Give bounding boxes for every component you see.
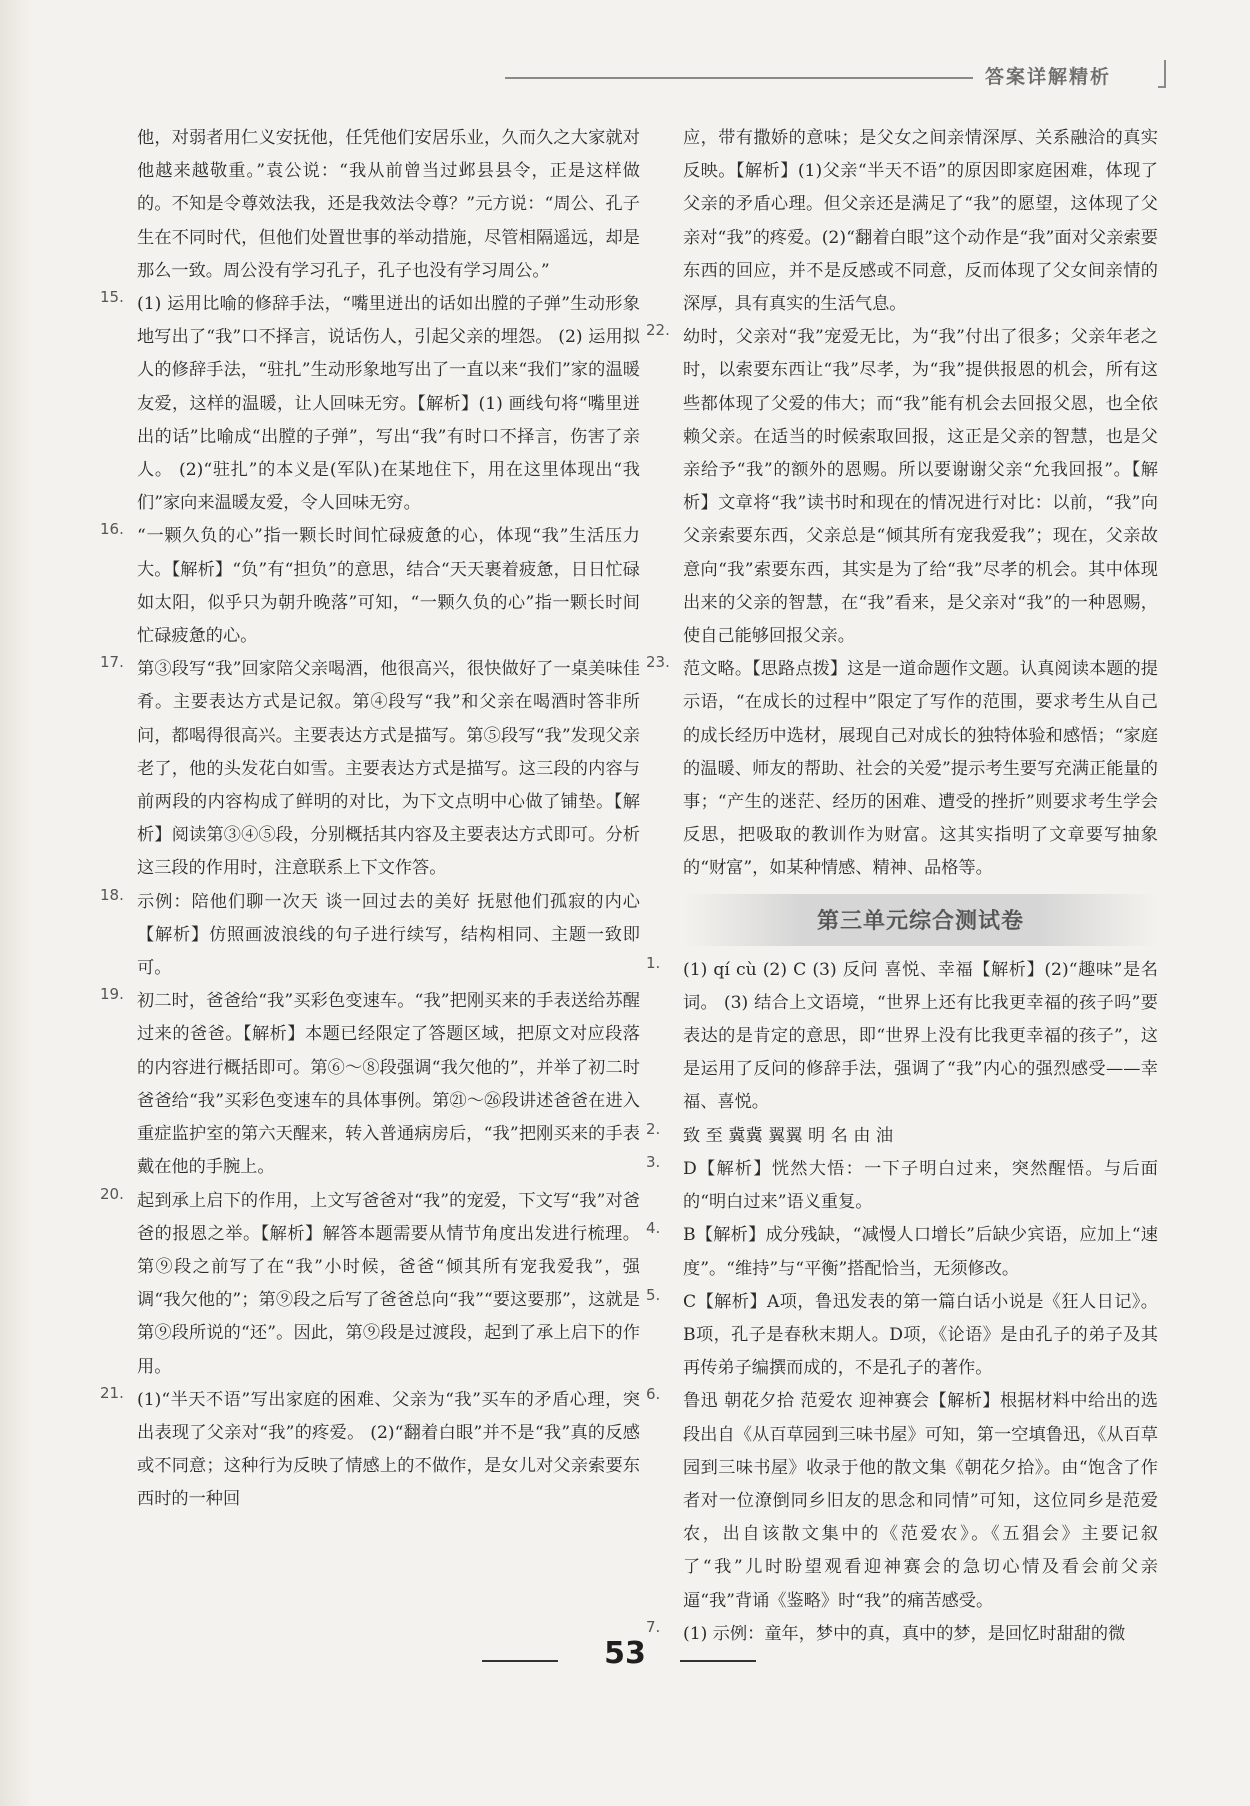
answer-number: 16. — [100, 520, 124, 539]
answer-item — [100, 1384, 640, 1517]
answer-item — [100, 653, 640, 885]
right-column — [646, 122, 1158, 1651]
answer-item — [100, 520, 640, 653]
answer-number: 19. — [100, 985, 124, 1004]
header-title: 答案详解精析 — [985, 66, 1112, 88]
header-rule — [505, 77, 973, 79]
answer-number: 2. — [646, 1119, 661, 1138]
answer-text: 示例：陪他们聊一次天 谈一回过去的美好 抚慰他们孤寂的内心【解析】仿照画波浪线的句子进行续写，结构相同、主题一致即可。 — [137, 891, 640, 979]
answer-text: (1) qí cù (2) C (3) 反问 喜悦、幸福【解析】(2)“趣味”是名词。 (3) 结合上文语境，“世界上还有比我更幸福的孩子吗”要表达的是肯定的意思，即“世界上没有比我更幸福的孩子”，这是运用了反问的修辞手法，强调了“我”内心的强烈感受——幸福、喜悦。 — [683, 959, 1158, 1113]
answer-text: (1) 运用比喻的修辞手法，“嘴里迸出的话如出膛的子弹”生动形象地写出了“我”口不择言，说话伤人，引起父亲的埋怨。 (2) 运用拟人的修辞手法，“驻扎”生动形象地写出了一直以来“我们”家的温暖友爱，这样的温暖，让人回味无穷。【解析】(1) 画线句将“嘴里迸出的话”比喻成“出膛的子弹”，写出“我”有时口不择言，伤害了亲人。 (2)“驻扎”的本义是(军队)在某地住下，用在这里体现出“我们”家向来温暖友爱，令人回味无穷。 — [137, 294, 640, 514]
answer-item — [100, 886, 640, 986]
answer-item — [646, 954, 1158, 1120]
answer-text: 他，对弱者用仁义安抚他，任凭他们安居乐业，久而久之大家就对他越来越敬重。”袁公说：“我从前曾当过邺县县令，正是这样做的。不知是令尊效法我，还是我效法令尊？”元方说：“周公、孔子生在不同时代，但他们处置世事的举动措施，尽管相隔遥远，却是那么一致。周公没有学习孔子，孔子也没有学习周公。” — [137, 128, 640, 281]
answer-item — [646, 321, 1158, 653]
answer-text: B【解析】成分残缺，“减慢人口增长”后缺少宾语，应加上“速度”。“维持”与“平衡”搭配恰当，无须修改。 — [683, 1225, 1158, 1279]
right-column-answers — [646, 122, 1158, 886]
answer-number: 1. — [646, 953, 661, 972]
answer-text: “一颗久负的心”指一颗长时间忙碌疲惫的心，体现“我”生活压力大。【解析】“负”有“担负”的意思，结合“天天裹着疲惫，日日忙碌如太阳，似乎只为朝升晚落”可知，“一颗久负的心”指一颗长时间忙碌疲惫的心。 — [137, 526, 640, 647]
answer-number: 21. — [100, 1383, 124, 1402]
answer-text: 幼时，父亲对“我”宠爱无比，为“我”付出了很多；父亲年老之时，以索要东西让“我”尽孝，为“我”提供报恩的机会，所有这些都体现了父爱的伟大；而“我”能有机会去回报父恩，也全依赖父亲。在适当的时候索取回报，这正是父亲的智慧，也是父亲给予“我”的额外的恩赐。所以要谢谢父亲“允我回报”。【解析】文章将“我”读书时和现在的情况进行对比：以前，“我”向父亲索要东西，父亲总是“倾其所有宠我爱我”；现在，父亲故意向“我”索要东西，其实是为了给“我”尽孝的机会。其中体现出来的父亲的智慧，在“我”看来，是父亲对“我”的一种恩赐，使自己能够回报父亲。 — [683, 327, 1158, 647]
answer-item — [100, 985, 640, 1184]
answer-text: 起到承上启下的作用，上文写爸爸对“我”的宠爱，下文写“我”对爸爸的报恩之举。【解析】解答本题需要从情节角度出发进行梳理。第⑨段之前写了在“我”小时候，爸爸“倾其所有宠我爱我”，强调“我欠他的”；第⑨段之后写了爸爸总向“我”“要这要那”，这就是第⑨段所说的“还”。因此，第⑨段是过渡段，起到了承上启下的作用。 — [137, 1190, 640, 1377]
answer-number: 5. — [646, 1285, 661, 1304]
answer-item — [646, 1153, 1158, 1219]
answer-text: (1)“半天不语”写出家庭的困难、父亲为“我”买车的矛盾心理，突出表现了父亲对“我”的疼爱。 (2)“翻着白眼”并不是“我”真的反感或不同意；这种行为反映了情感上的不做作，是女儿对父亲索要东西时的一种回 — [137, 1389, 640, 1510]
answer-text: (1) 示例：童年，梦中的真，真中的梦，是回忆时甜甜的微 — [683, 1623, 1126, 1644]
right-column-test-answers — [646, 954, 1158, 1651]
section-title: 第三单元综合测试卷 — [816, 909, 1024, 935]
answer-text: 范文略。【思路点拨】这是一道命题作文题。认真阅读本题的提示语，“在成长的过程中”限定了写作的范围，要求考生从自己的成长经历中选材，展现自己对成长的独特体验和感悟；“家庭的温暖、师友的帮助、社会的关爱”提示考生要写充满正能量的事；“产生的迷茫、经历的困难、遭受的挫折”则要求考生学会反思，把吸取的教训作为财富。这其实指明了文章要写抽象的“财富”，如某种情感、精神、品格等。 — [683, 659, 1158, 879]
answer-number: 6. — [646, 1385, 661, 1404]
answer-number: 3. — [646, 1152, 661, 1171]
answer-item — [100, 288, 640, 520]
answer-number: 4. — [646, 1219, 661, 1238]
answer-number: 17. — [100, 653, 124, 672]
left-column — [100, 122, 640, 1517]
answer-number: 20. — [100, 1184, 124, 1203]
footer-rule-right — [680, 1660, 756, 1662]
answer-item — [646, 1219, 1158, 1285]
answer-item — [646, 1120, 1158, 1153]
answer-number: 7. — [646, 1617, 661, 1636]
section-banner — [683, 894, 1158, 946]
answer-text: 初二时，爸爸给“我”买彩色变速车。“我”把刚买来的手表送给苏醒过来的爸爸。【解析】本题已经限定了答题区域，把原文对应段落的内容进行概括即可。第⑥～⑧段强调“我欠他的”，并举了初二时爸爸给“我”买彩色变速车的具体事例。第㉑～㉖段讲述爸爸在进入重症监护室的第六天醒来，转入普通病房后，“我”把刚买来的手表戴在他的手腕上。 — [137, 991, 640, 1178]
answer-item — [646, 653, 1158, 885]
answer-item — [100, 122, 640, 288]
answer-number: 22. — [646, 321, 670, 340]
answer-text: 第③段写“我”回家陪父亲喝酒，他很高兴，很快做好了一桌美味佳肴。主要表达方式是记叙。第④段写“我”和父亲在喝酒时答非所问，都喝得很高兴。主要表达方式是描写。第⑤段写“我”发现父亲老了，他的头发花白如雪。主要表达方式是描写。这三段的内容与前两段的内容构成了鲜明的对比，为下文点明中心做了铺垫。【解析】阅读第③④⑤段，分别概括其内容及主要表达方式即可。分析这三段的作用时，注意联系上下文作答。 — [137, 659, 640, 879]
answer-item — [646, 122, 1158, 321]
answer-text: 应，带有撒娇的意味；是父女之间亲情深厚、关系融洽的真实反映。【解析】(1)父亲“半天不语”的原因即家庭困难，体现了父亲的矛盾心理。但父亲还是满足了“我”的愿望，这体现了父亲对“我”的疼爱。(2)“翻着白眼”这个动作是“我”面对父亲索要东西的回应，并不是反感或不同意，反而体现了父女间亲情的深厚，具有真实的生活气息。 — [683, 128, 1158, 315]
answer-item — [100, 1185, 640, 1384]
answer-text: D【解析】恍然大悟：一下子明白过来，突然醒悟。与后面的“明白过来”语义重复。 — [683, 1158, 1158, 1213]
answer-text: 鲁迅 朝花夕拾 范爱农 迎神赛会【解析】根据材料中给出的选段出自《从百草园到三味书屋》可知，第一空填鲁迅，《从百草园到三味书屋》收录于他的散文集《朝花夕拾》。由“饱含了作者对一位潦倒同乡旧友的思念和同情”可知，这位同乡是范爱农，出自该散文集中的《范爱农》。《五猖会》主要记叙了“我”儿时盼望观看迎神赛会的急切心情及看会前父亲逼“我”背诵《鉴略》时“我”的痛苦感受。 — [683, 1391, 1158, 1611]
answer-number: 23. — [646, 653, 670, 672]
answer-number: 18. — [100, 885, 124, 904]
answer-item — [646, 1385, 1158, 1617]
answer-item — [646, 1286, 1158, 1386]
page-number: 53 — [604, 1636, 646, 1671]
answer-text: 致 至 冀冀 翼翼 明 名 由 油 — [683, 1125, 894, 1146]
page-edge-shadow — [0, 0, 32, 1806]
answer-number: 15. — [100, 288, 124, 307]
answer-text: C【解析】A项，鲁迅发表的第一篇白话小说是《狂人日记》。B项，孔子是春秋末期人。D项，《论语》是由孔子的弟子及其再传弟子编撰而成的，不是孔子的著作。 — [683, 1291, 1158, 1379]
header-corner-mark — [1158, 60, 1166, 88]
